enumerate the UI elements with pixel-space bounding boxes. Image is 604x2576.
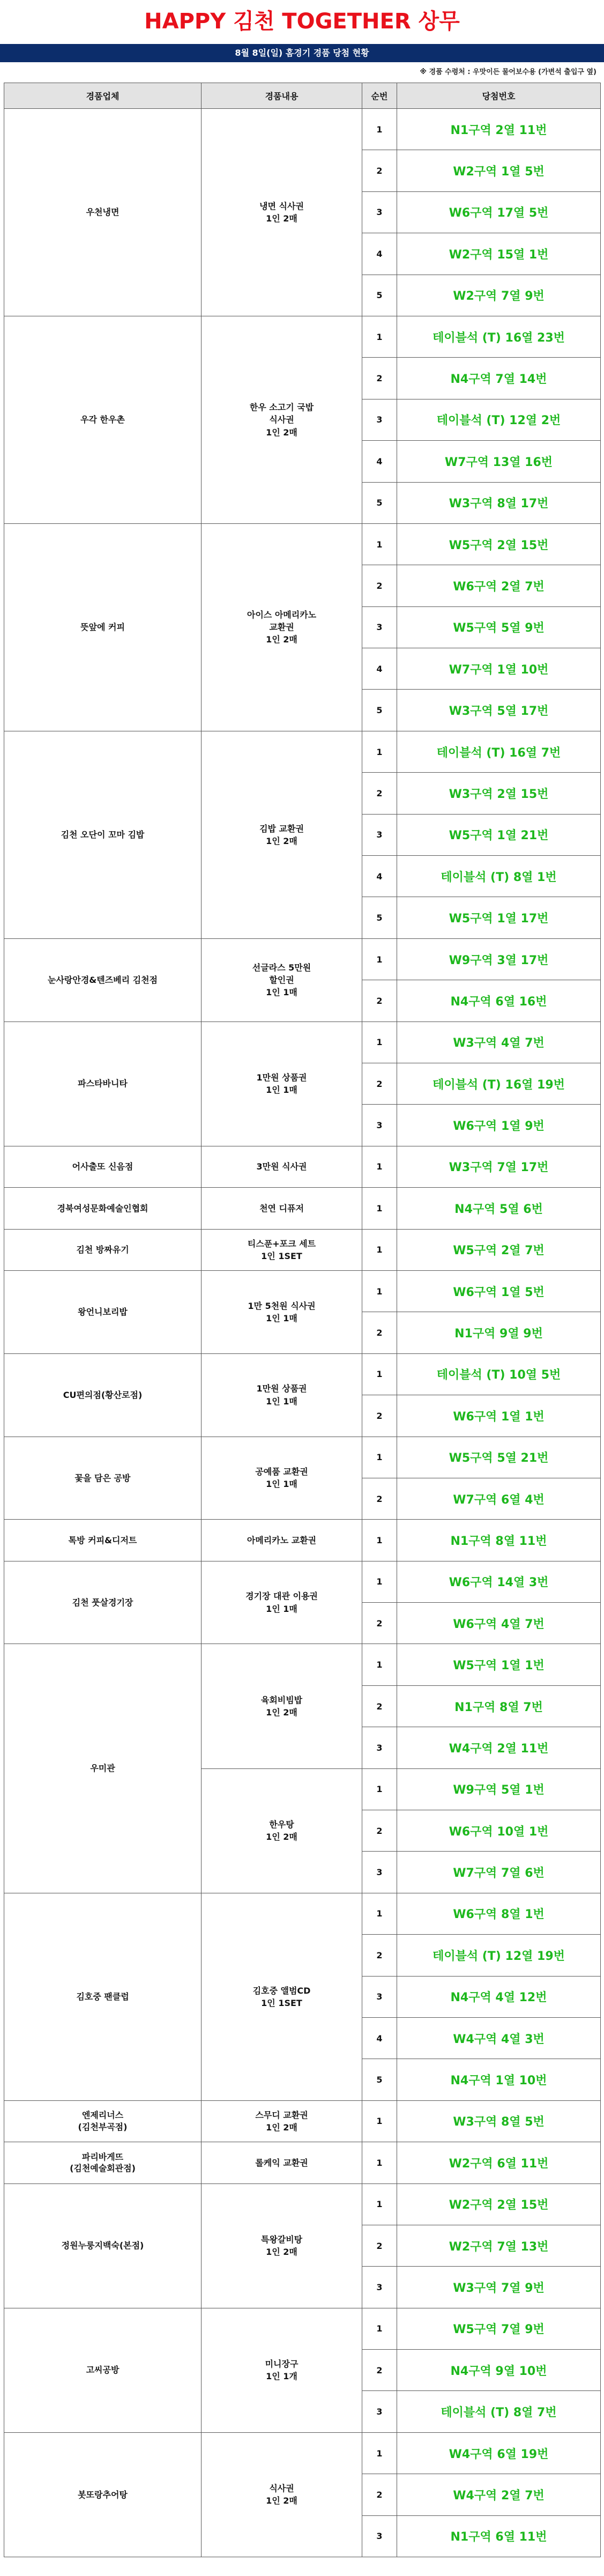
winning-seat: W2구역 7열 9번	[397, 275, 601, 316]
order-number: 1	[362, 1561, 397, 1602]
sponsor-name: 톡방 커피&디저트	[68, 1535, 137, 1545]
sponsor-name: 김천 풋살경기장	[72, 1597, 133, 1608]
sponsor-name: 김호중 팬클럽	[76, 1991, 129, 2002]
order-number: 1	[362, 2308, 397, 2349]
order-number: 3	[362, 1976, 397, 2017]
prize-content-cell	[202, 2183, 362, 2308]
prize-content-cell	[202, 1437, 362, 1520]
winning-seat: N4구역 7열 14번	[397, 358, 601, 399]
sponsor-cell	[4, 1270, 202, 1353]
winning-seat: W6구역 2열 7번	[397, 565, 601, 606]
order-number: 3	[362, 1727, 397, 1768]
sponsor-name: 파스타바니타	[78, 1078, 128, 1089]
prize-content-line: 1인 2매	[266, 634, 297, 645]
winning-seat: W5구역 5열 9번	[397, 606, 601, 648]
prize-content-line: 롤케익 교환권	[255, 2157, 308, 2168]
winning-seat: W3구역 5열 17번	[397, 690, 601, 731]
prize-content-cell	[202, 1188, 362, 1229]
order-number: 3	[362, 399, 397, 440]
prize-content-line: 육회비빔밥	[260, 1694, 303, 1705]
prize-content-line: 미니장구	[265, 2359, 299, 2370]
sponsor-name: 우각 한우촌	[80, 414, 125, 425]
winning-seat: 테이블석 (T) 16열 7번	[397, 731, 601, 772]
prize-content-line: 티스푼+포크 세트	[247, 1238, 316, 1249]
order-number: 2	[362, 1603, 397, 1644]
prize-content-line: 식사권	[269, 2483, 294, 2494]
table-row	[4, 109, 601, 150]
table-row	[4, 1270, 601, 1312]
winning-seat: W6구역 1열 5번	[397, 1270, 601, 1312]
prize-content-cell	[202, 316, 362, 523]
prize-content-cell	[202, 2432, 362, 2557]
sponsor-name: 김천 오단이 꼬마 김밥	[61, 830, 145, 840]
order-number: 2	[362, 1395, 397, 1437]
winning-seat: W3구역 4열 7번	[397, 1021, 601, 1063]
prize-content-line: 특왕갈비탕	[260, 2234, 303, 2245]
winning-seat: W2구역 2열 15번	[397, 2183, 601, 2225]
winning-seat: W2구역 7열 13번	[397, 2225, 601, 2266]
order-number: 1	[362, 1893, 397, 1934]
order-number: 1	[362, 1644, 397, 1685]
order-number: 1	[362, 2183, 397, 2225]
sponsor-name: 경북여성문화예술인협회	[57, 1203, 148, 1213]
sponsor-name: 뜻앞에 커피	[80, 622, 125, 633]
table-row	[4, 731, 601, 772]
prize-content-line: 한우탕	[269, 1819, 294, 1830]
prize-content-line: 1만원 상품권	[256, 1072, 307, 1083]
winning-seat: N4구역 6열 16번	[397, 980, 601, 1021]
sponsor-cell	[4, 1146, 202, 1187]
prize-content-cell	[202, 2100, 362, 2142]
winning-seat: W6구역 4열 7번	[397, 1603, 601, 1644]
table-row	[4, 2308, 601, 2349]
sponsor-name: 엔제리너스	[81, 2110, 124, 2121]
order-number: 2	[362, 2225, 397, 2266]
order-number: 1	[362, 731, 397, 772]
sponsor-name: 눈사랑안경&텐즈베리 김천점	[48, 974, 158, 985]
winning-seat: N1구역 2열 11번	[397, 109, 601, 150]
winning-seat: N4구역 5열 6번	[397, 1188, 601, 1229]
prize-content-line: 1인 2매	[266, 213, 297, 224]
order-number: 2	[362, 565, 397, 606]
order-number: 3	[362, 606, 397, 648]
sponsor-name: 어사출또 신음점	[72, 1161, 133, 1172]
winning-seat: 테이블석 (T) 10열 5번	[397, 1353, 601, 1395]
sponsor-cell	[4, 1520, 202, 1561]
winning-seat: W5구역 7열 9번	[397, 2308, 601, 2349]
table-row	[4, 2142, 601, 2183]
sponsor-cell	[4, 2100, 202, 2142]
order-number: 1	[362, 1270, 397, 1312]
prize-content-cell	[202, 1893, 362, 2100]
sponsor-cell	[4, 316, 202, 523]
order-number: 5	[362, 482, 397, 523]
winning-seat: N4구역 1열 10번	[397, 2059, 601, 2100]
prize-content-line: 선글라스 5만원	[252, 962, 311, 973]
order-number: 3	[362, 1105, 397, 1146]
sponsor-name: 우미관	[90, 1763, 115, 1774]
sponsor-name: 우천냉면	[86, 207, 120, 218]
order-number: 4	[362, 441, 397, 482]
order-number: 2	[362, 1935, 397, 1976]
prize-content-cell	[202, 1021, 362, 1146]
order-number: 1	[362, 1437, 397, 1478]
sponsor-name: 꽃을 담은 공방	[74, 1472, 131, 1483]
order-number: 3	[362, 2267, 397, 2308]
order-number: 4	[362, 2017, 397, 2059]
winning-seat: N1구역 8열 11번	[397, 1520, 601, 1561]
prize-content-line: 냉면 식사권	[259, 201, 304, 211]
table-row	[4, 1893, 601, 1934]
order-number: 2	[362, 1063, 397, 1104]
prize-content-line: 아이스 아메리카노	[247, 610, 317, 620]
prize-content-line: 김밥 교환권	[259, 823, 304, 834]
sponsor-cell	[4, 1021, 202, 1146]
prize-content-cell	[202, 2308, 362, 2432]
prize-content-line: 1인 1매	[266, 1313, 297, 1323]
table-row	[4, 1146, 601, 1187]
winning-seat: W7구역 1열 10번	[397, 648, 601, 690]
order-number: 3	[362, 191, 397, 233]
table-row	[4, 1520, 601, 1561]
order-number: 3	[362, 2515, 397, 2557]
table-row	[4, 938, 601, 980]
sponsor-name: CU편의점(황산로점)	[63, 1389, 143, 1400]
winning-seat: W5구역 2열 15번	[397, 523, 601, 565]
sponsor-cell	[4, 1353, 202, 1437]
table-row	[4, 1188, 601, 1229]
prize-content-line: 1만 5천원 식사권	[248, 1300, 316, 1311]
winning-seat: 테이블석 (T) 8열 1번	[397, 856, 601, 897]
winning-seat: W5구역 1열 21번	[397, 814, 601, 855]
sponsor-cell	[4, 109, 202, 316]
winning-seat: N4구역 4열 12번	[397, 1976, 601, 2017]
page-title: HAPPY 김천 TOGETHER 상무	[144, 9, 460, 34]
winning-seat: W3구역 7열 17번	[397, 1146, 601, 1187]
winning-seat: W2구역 15열 1번	[397, 233, 601, 275]
order-number: 1	[362, 1353, 397, 1395]
order-number: 4	[362, 856, 397, 897]
prize-content-line: 1인 1SET	[261, 1997, 302, 2008]
winning-seat: W4구역 2열 7번	[397, 2474, 601, 2515]
winning-seat: W7구역 7열 6번	[397, 1852, 601, 1893]
sponsor-name: 봇또랑추어탕	[78, 2489, 128, 2500]
order-number: 1	[362, 1146, 397, 1187]
subtitle-banner: 8월 8일(일) 홈경기 경품 당첨 현황	[0, 44, 604, 62]
prize-content-line: 1만원 상품권	[256, 1383, 307, 1394]
prize-content-line: 1인 2매	[266, 427, 297, 438]
order-number: 1	[362, 1229, 397, 1270]
prize-content-line: 아메리카노 교환권	[247, 1535, 317, 1545]
winning-seat: W5구역 5열 21번	[397, 1437, 601, 1478]
winning-seat: W6구역 14열 3번	[397, 1561, 601, 1602]
winning-seat: N1구역 8열 7번	[397, 1685, 601, 1727]
winning-seat: N1구역 9열 9번	[397, 1312, 601, 1353]
table-body	[4, 109, 601, 2557]
table-row	[4, 2100, 601, 2142]
winning-seat: W2구역 6열 11번	[397, 2142, 601, 2183]
order-number: 3	[362, 2391, 397, 2432]
prize-content-line: 1인 1매	[266, 1396, 297, 1407]
sponsor-name: 김천 방짜유기	[76, 1244, 129, 1255]
prize-content-line: 1인 1매	[266, 987, 297, 998]
prize-content-cell	[202, 1561, 362, 1644]
prize-content-line: 1인 2매	[266, 835, 297, 846]
order-number: 1	[362, 938, 397, 980]
order-number: 1	[362, 1021, 397, 1063]
order-number: 1	[362, 2142, 397, 2183]
order-number: 4	[362, 233, 397, 275]
winning-seat: 테이블석 (T) 16열 19번	[397, 1063, 601, 1104]
column-header-winning-number: 당첨번호	[397, 83, 601, 109]
order-number: 2	[362, 358, 397, 399]
order-number: 2	[362, 1478, 397, 1519]
winning-seat: W7구역 13열 16번	[397, 441, 601, 482]
prize-content-line: 1인 2매	[266, 2122, 297, 2133]
prize-content-line: 교환권	[269, 622, 294, 633]
order-number: 2	[362, 773, 397, 814]
prize-content-cell	[202, 1353, 362, 1437]
winning-seat: N4구역 9열 10번	[397, 2350, 601, 2391]
table-row	[4, 1561, 601, 1602]
prize-content-line: 1인 1개	[266, 2371, 297, 2382]
order-number: 2	[362, 980, 397, 1021]
table-header-row	[4, 83, 601, 109]
order-number: 2	[362, 1810, 397, 1852]
order-number: 5	[362, 897, 397, 938]
order-number: 3	[362, 814, 397, 855]
winning-seat: W2구역 1열 5번	[397, 150, 601, 191]
order-number: 2	[362, 1312, 397, 1353]
table-row	[4, 1229, 601, 1270]
sponsor-cell	[4, 2142, 202, 2183]
prize-content-line: 공예품 교환권	[255, 1467, 308, 1477]
winning-seat: 테이블석 (T) 12열 2번	[397, 399, 601, 440]
table-row	[4, 1353, 601, 1395]
prize-content-cell	[202, 2142, 362, 2183]
winning-seat: W9구역 5열 1번	[397, 1768, 601, 1810]
winning-seat: W5구역 1열 17번	[397, 897, 601, 938]
table-row	[4, 1021, 601, 1063]
prize-content-cell	[202, 109, 362, 316]
prize-content-line: 1인 1매	[266, 1085, 297, 1095]
order-number: 1	[362, 1188, 397, 1229]
winning-seat: W6구역 8열 1번	[397, 1893, 601, 1934]
table-row	[4, 1644, 601, 1685]
sponsor-name: 파리바게뜨	[81, 2151, 124, 2162]
sponsor-cell	[4, 938, 202, 1021]
prize-content-cell	[202, 1270, 362, 1353]
prize-content-line: 1인 1매	[266, 1603, 297, 1614]
column-header-order: 순번	[362, 83, 397, 109]
sponsor-cell	[4, 1229, 202, 1270]
winning-seat: 테이블석 (T) 12열 19번	[397, 1935, 601, 1976]
prize-content-cell	[202, 1520, 362, 1561]
prize-content-cell	[202, 1768, 362, 1893]
winning-seat: W6구역 1열 9번	[397, 1105, 601, 1146]
order-number: 1	[362, 109, 397, 150]
prize-content-cell	[202, 731, 362, 938]
table-row	[4, 2432, 601, 2474]
order-number: 1	[362, 2432, 397, 2474]
winning-seat: W3구역 8열 17번	[397, 482, 601, 523]
prize-table	[4, 83, 601, 2557]
sponsor-name: 왕언니보리밥	[78, 1307, 128, 1317]
sponsor-cell	[4, 2308, 202, 2432]
prize-content-line: 스무디 교환권	[255, 2109, 308, 2120]
order-number: 1	[362, 523, 397, 565]
winning-seat: W6구역 10열 1번	[397, 1810, 601, 1852]
prize-content-line: 1인 2매	[266, 2496, 297, 2506]
pickup-note: ※ 경품 수령처 : 우맛이든 물어보수용 (가변석 출입구 옆)	[420, 68, 596, 76]
prize-content-line: 김호중 앨범CD	[252, 1985, 311, 1996]
prize-content-cell	[202, 1644, 362, 1768]
prize-content-cell	[202, 1146, 362, 1187]
sponsor-cell	[4, 1188, 202, 1229]
winning-seat: W9구역 3열 17번	[397, 938, 601, 980]
winning-seat: W7구역 6열 4번	[397, 1478, 601, 1519]
order-number: 1	[362, 1768, 397, 1810]
order-number: 1	[362, 2100, 397, 2142]
winning-seat: W4구역 4열 3번	[397, 2017, 601, 2059]
order-number: 4	[362, 648, 397, 690]
prize-content-line: 1인 2매	[266, 1832, 297, 1842]
winning-seat: W4구역 2열 11번	[397, 1727, 601, 1768]
sponsor-cell	[4, 1644, 202, 1893]
column-header-prize: 경품내용	[202, 83, 362, 109]
order-number: 5	[362, 690, 397, 731]
sponsor-cell	[4, 1561, 202, 1644]
table-row	[4, 1437, 601, 1478]
order-number: 3	[362, 1852, 397, 1893]
sponsor-cell	[4, 523, 202, 731]
winning-seat: W5구역 2열 7번	[397, 1229, 601, 1270]
winning-seat: W4구역 6열 19번	[397, 2432, 601, 2474]
column-header-sponsor: 경품업체	[4, 83, 202, 109]
winning-seat: 테이블석 (T) 8열 7번	[397, 2391, 601, 2432]
prize-content-line: 식사권	[269, 414, 294, 425]
sponsor-name: 정원누룽지백숙(본점)	[61, 2240, 144, 2251]
table-row	[4, 316, 601, 357]
winning-seat: W3구역 2열 15번	[397, 773, 601, 814]
prize-content-cell	[202, 938, 362, 1021]
winning-seat: W5구역 1열 1번	[397, 1644, 601, 1685]
order-number: 2	[362, 1685, 397, 1727]
prize-content-line: 3만원 식사권	[256, 1161, 307, 1172]
sponsor-cell	[4, 731, 202, 938]
prize-content-cell	[202, 1229, 362, 1270]
winning-seat: 테이블석 (T) 16열 23번	[397, 316, 601, 357]
sponsor-name: 고씨공방	[86, 2365, 120, 2375]
sponsor-cell	[4, 2183, 202, 2308]
winning-seat: W3구역 8열 5번	[397, 2100, 601, 2142]
prize-content-line: 1인 2매	[266, 1707, 297, 1718]
winning-seat: W3구역 7열 9번	[397, 2267, 601, 2308]
prize-content-line: 천연 디퓨저	[259, 1203, 304, 1213]
prize-content-line: 경기장 대관 이용권	[245, 1591, 318, 1602]
prize-content-cell	[202, 523, 362, 731]
table-row	[4, 2183, 601, 2225]
prize-content-line: 1인 2매	[266, 2247, 297, 2257]
order-number: 1	[362, 316, 397, 357]
order-number: 1	[362, 1520, 397, 1561]
prize-content-line: 할인권	[269, 975, 294, 986]
sponsor-cell	[4, 1893, 202, 2100]
order-number: 2	[362, 2474, 397, 2515]
prize-content-line: 한우 소고기 국밥	[249, 402, 314, 413]
winning-seat: W6구역 1열 1번	[397, 1395, 601, 1437]
order-number: 5	[362, 2059, 397, 2100]
prize-content-line: 1인 1매	[266, 1479, 297, 1490]
sponsor-name: (김천부곡점)	[78, 2121, 128, 2132]
order-number: 2	[362, 2350, 397, 2391]
order-number: 2	[362, 150, 397, 191]
sponsor-name: (김천예술회관점)	[70, 2163, 136, 2174]
sponsor-cell	[4, 1437, 202, 1520]
sponsor-cell	[4, 2432, 202, 2557]
winning-seat: N1구역 6열 11번	[397, 2515, 601, 2557]
winning-seat: W6구역 17열 5번	[397, 191, 601, 233]
order-number: 5	[362, 275, 397, 316]
table-row	[4, 523, 601, 565]
prize-content-line: 1인 1SET	[261, 1250, 302, 1261]
